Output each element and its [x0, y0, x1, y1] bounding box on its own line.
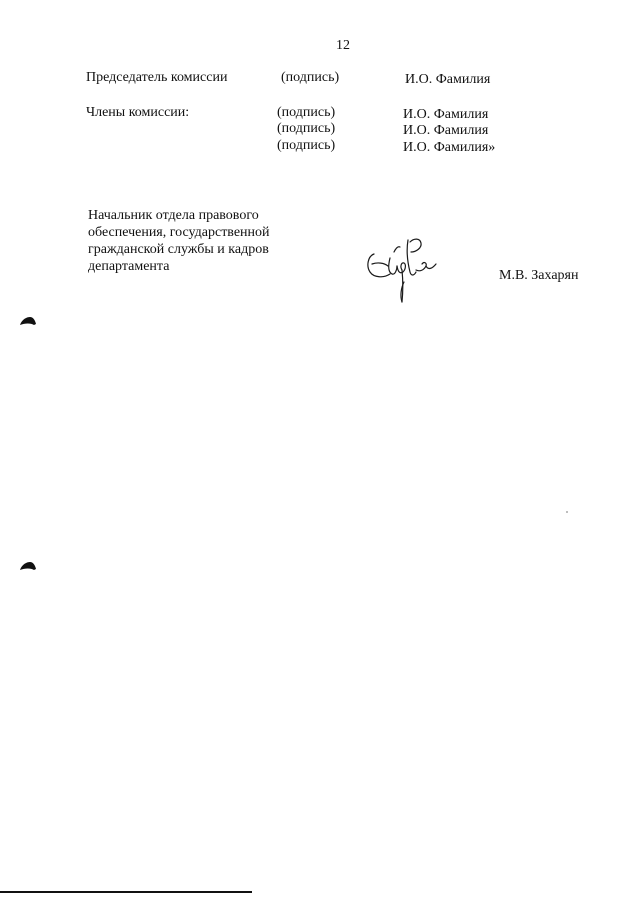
bottom-rule — [0, 891, 252, 893]
member-name: И.О. Фамилия — [403, 123, 489, 138]
signatory-title-line: гражданской службы и кадров — [88, 242, 269, 257]
punch-hole-mark — [19, 316, 37, 326]
signatory-title-line: Начальник отдела правового — [88, 208, 259, 223]
scan-speck — [566, 511, 568, 513]
handwritten-signature — [364, 236, 442, 304]
signatory-title-line: департамента — [88, 259, 170, 274]
chair-name: И.О. Фамилия — [405, 72, 491, 87]
member-signature-placeholder: (подпись) — [277, 138, 336, 153]
member-name: И.О. Фамилия — [403, 107, 489, 122]
page-number: 12 — [336, 38, 350, 53]
member-signature-placeholder: (подпись) — [277, 105, 336, 120]
member-signature-placeholder: (подпись) — [277, 121, 336, 136]
members-label: Члены комиссии: — [86, 105, 190, 120]
signatory-name: М.В. Захарян — [499, 268, 579, 283]
punch-hole-mark — [19, 561, 37, 571]
chair-role-label: Председатель комиссии — [86, 70, 228, 85]
signatory-title — [88, 207, 298, 275]
signatory-title-line: обеспечения, государственной — [88, 225, 270, 240]
chair-signature-placeholder: (подпись) — [281, 70, 340, 85]
member-name: И.О. Фамилия» — [403, 140, 496, 155]
